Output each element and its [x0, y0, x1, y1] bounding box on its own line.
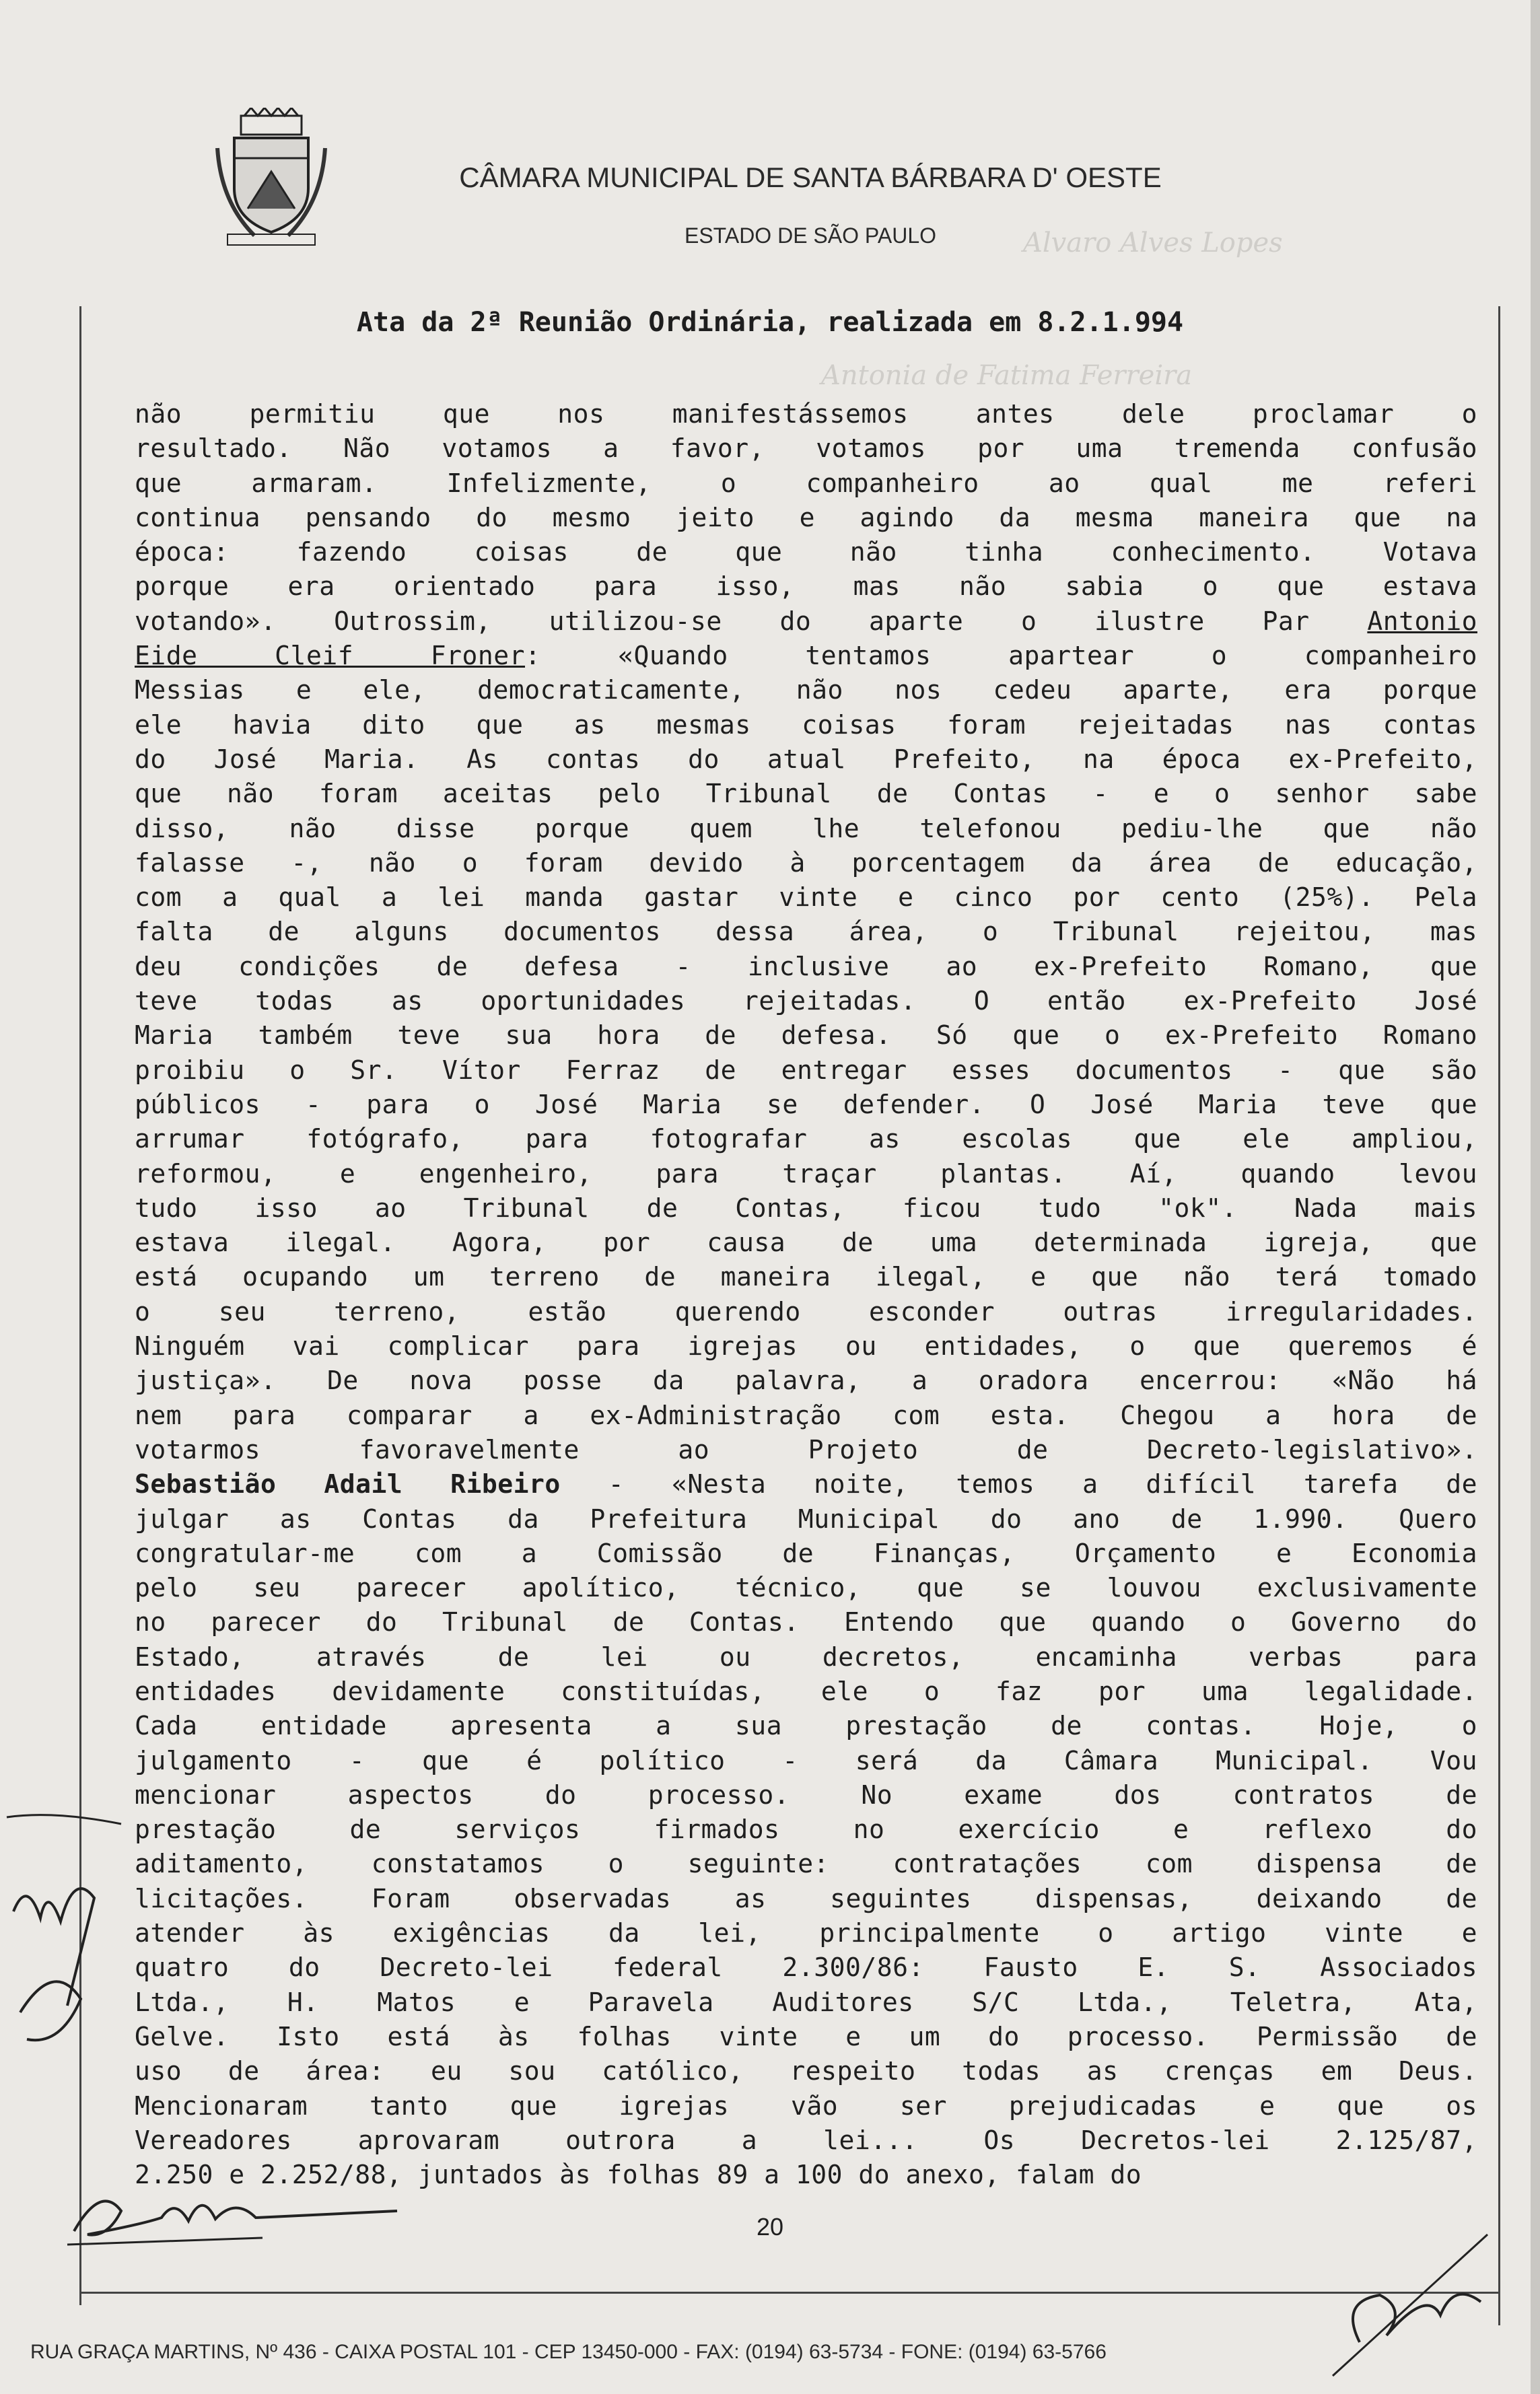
text-line: teve todas as oportunidades rejeitadas. O então ex-Prefeito José — [135, 986, 1477, 1016]
text-line: congratular-me com a Comissão de Finanças, Orçamento e Economia — [135, 1538, 1477, 1568]
text-line: Ltda., H. Matos e Paravela Auditores S/C Ltda., Teletra, Ata, — [135, 1987, 1477, 2017]
text-segment: votando». Outrossim, utilizou-se do aparte o ilustre Par — [135, 606, 1368, 636]
text-line: votarmos favoravelmente ao Projeto de Decreto-legislativo». — [135, 1434, 1477, 1465]
institution-state: ESTADO DE SÃO PAULO — [684, 223, 936, 248]
text-line: quatro do Decreto-lei federal 2.300/86: Fausto E. S. Associados — [135, 1952, 1477, 1983]
text-line: Vereadores aprovaram outrora a lei... Os Decretos-lei 2.125/87, — [135, 2125, 1477, 2155]
text-line: prestação de serviços firmados no exercício e reflexo do — [135, 1815, 1477, 1845]
minutes-body-text — [135, 397, 1477, 2192]
text-line: estava ilegal. Agora, por causa de uma determinada igreja, que — [135, 1228, 1477, 1258]
text-line: públicos - para o José Maria se defender. O José Maria teve que — [135, 1089, 1477, 1119]
underlined-name: Eide Cleif Froner — [135, 641, 526, 671]
institution-name: CÂMARA MUNICIPAL DE SANTA BÁRBARA D' OESTE — [459, 162, 1162, 193]
text-line: que não foram aceitas pelo Tribunal de Contas - e o senhor sabe — [135, 779, 1477, 809]
text-line: arrumar fotógrafo, para fotografar as escolas que ele ampliou, — [135, 1124, 1477, 1154]
margin-signature — [0, 1804, 175, 2086]
page-edge-shadow — [1531, 0, 1540, 2394]
text-line: falasse -, não o foram devido à porcentagem da área de educação, — [135, 847, 1477, 878]
address-footer: RUA GRAÇA MARTINS, Nº 436 - CAIXA POSTAL 101 - CEP 13450-000 - FAX: (0194) 63-5734 - FONE: (0194) 63-5766 — [30, 2341, 1107, 2363]
text-line: Gelve. Isto está às folhas vinte e um do processo. Permissão de — [135, 2021, 1477, 2051]
text-line: Maria também teve sua hora de defesa. Só que o ex-Prefeito Romano — [135, 1020, 1477, 1051]
text-line: o seu terreno, estão querendo esconder outras irregularidades. — [135, 1296, 1477, 1327]
text-line: deu condições de defesa - inclusive ao ex-Prefeito Romano, que — [135, 951, 1477, 981]
bleed-through-text: Alvaro Alves Lopes — [1023, 227, 1283, 258]
text-line: entidades devidamente constituídas, ele o faz por uma legalidade. — [135, 1676, 1477, 1706]
text-segment: - «Nesta noite, temos a difícil tarefa de — [560, 1469, 1477, 1500]
speaker-name: Sebastião Adail Ribeiro — [135, 1469, 561, 1500]
text-line: nem para comparar a ex-Administração com esta. Chegou a hora de — [135, 1400, 1477, 1430]
text-line — [135, 639, 1477, 673]
text-line: tudo isso ao Tribunal de Contas, ficou tudo "ok". Nada mais — [135, 1193, 1477, 1223]
text-line: Mencionaram tanto que igrejas vão ser prejudicadas e que os — [135, 2090, 1477, 2121]
meeting-title: Ata da 2ª Reunião Ordinária, realizada em 8.2.1.994 — [356, 307, 1184, 338]
text-line: proibiu o Sr. Vítor Ferraz de entregar esses documentos - que são — [135, 1055, 1477, 1085]
text-segment: : «Quando tentamos apartear o companheiro — [525, 641, 1477, 671]
text-line: reformou, e engenheiro, para traçar plantas. Aí, quando levou — [135, 1158, 1477, 1189]
text-line: pelo seu parecer apolítico, técnico, que se louvou exclusivamente — [135, 1573, 1477, 1603]
text-line: Messias e ele, democraticamente, não nos cedeu aparte, era porque — [135, 675, 1477, 705]
text-line — [135, 604, 1477, 639]
underlined-name: Antonio — [1367, 606, 1477, 636]
text-line: porque era orientado para isso, mas não sabia o que estava — [135, 571, 1477, 602]
text-line: uso de área: eu sou católico, respeito todas as crenças em Deus. — [135, 2056, 1477, 2086]
corner-signature — [1319, 2221, 1508, 2394]
text-line: ele havia dito que as mesmas coisas foram rejeitadas nas contas — [135, 709, 1477, 740]
text-line: época: fazendo coisas de que não tinha conhecimento. Votava — [135, 537, 1477, 567]
text-line: Cada entidade apresenta a sua prestação de contas. Hoje, o — [135, 1711, 1477, 1741]
text-line: que armaram. Infelizmente, o companheiro ao qual me referi — [135, 468, 1477, 498]
text-line: atender às exigências da lei, principalmente o artigo vinte e — [135, 1918, 1477, 1948]
text-line — [135, 1467, 1477, 1502]
text-line: continua pensando do mesmo jeito e agindo da mesma maneira que na — [135, 502, 1477, 532]
text-line: justiça». De nova posse da palavra, a oradora encerrou: «Não há — [135, 1366, 1477, 1396]
text-line: com a qual a lei manda gastar vinte e cinco por cento (25%). Pela — [135, 882, 1477, 913]
text-line: julgar as Contas da Prefeitura Municipal do ano de 1.990. Quero — [135, 1504, 1477, 1534]
text-line: Ninguém vai complicar para igrejas ou entidades, o que queremos é — [135, 1331, 1477, 1362]
text-line: 2.250 e 2.252/88, juntados às folhas 89 a 100 do anexo, falam do — [135, 2160, 1142, 2190]
text-line: licitações. Foram observadas as seguintes dispensas, deixando de — [135, 1883, 1477, 1913]
text-line: julgamento - que é político - será da Câmara Municipal. Vou — [135, 1745, 1477, 1775]
text-line: do José Maria. As contas do atual Prefeito, na época ex-Prefeito, — [135, 744, 1477, 774]
text-line: mencionar aspectos do processo. No exame dos contratos de — [135, 1780, 1477, 1810]
text-line: disso, não disse porque quem lhe telefonou pediu-lhe que não — [135, 813, 1477, 843]
text-line: no parecer do Tribunal de Contas. Entendo que quando o Governo do — [135, 1607, 1477, 1638]
text-line: aditamento, constatamos o seguinte: contratações com dispensa de — [135, 1849, 1477, 1879]
text-line: resultado. Não votamos a favor, votamos por uma tremenda confusão — [135, 433, 1477, 464]
frame-bottom-rule — [79, 2292, 1500, 2294]
bleed-through-text: Antonia de Fatima Ferreira — [821, 360, 1193, 391]
text-line: está ocupando um terreno de maneira ilegal, e que não terá tomado — [135, 1262, 1477, 1292]
bottom-signature — [61, 2171, 411, 2251]
text-line: falta de alguns documentos dessa área, o Tribunal rejeitou, mas — [135, 917, 1477, 947]
page-number: 20 — [756, 2213, 784, 2241]
text-line: não permitiu que nos manifestássemos antes dele proclamar o — [135, 399, 1477, 429]
text-line: Estado, através de lei ou decretos, encaminha verbas para — [135, 1642, 1477, 1672]
frame-right-rule — [1498, 306, 1500, 2325]
